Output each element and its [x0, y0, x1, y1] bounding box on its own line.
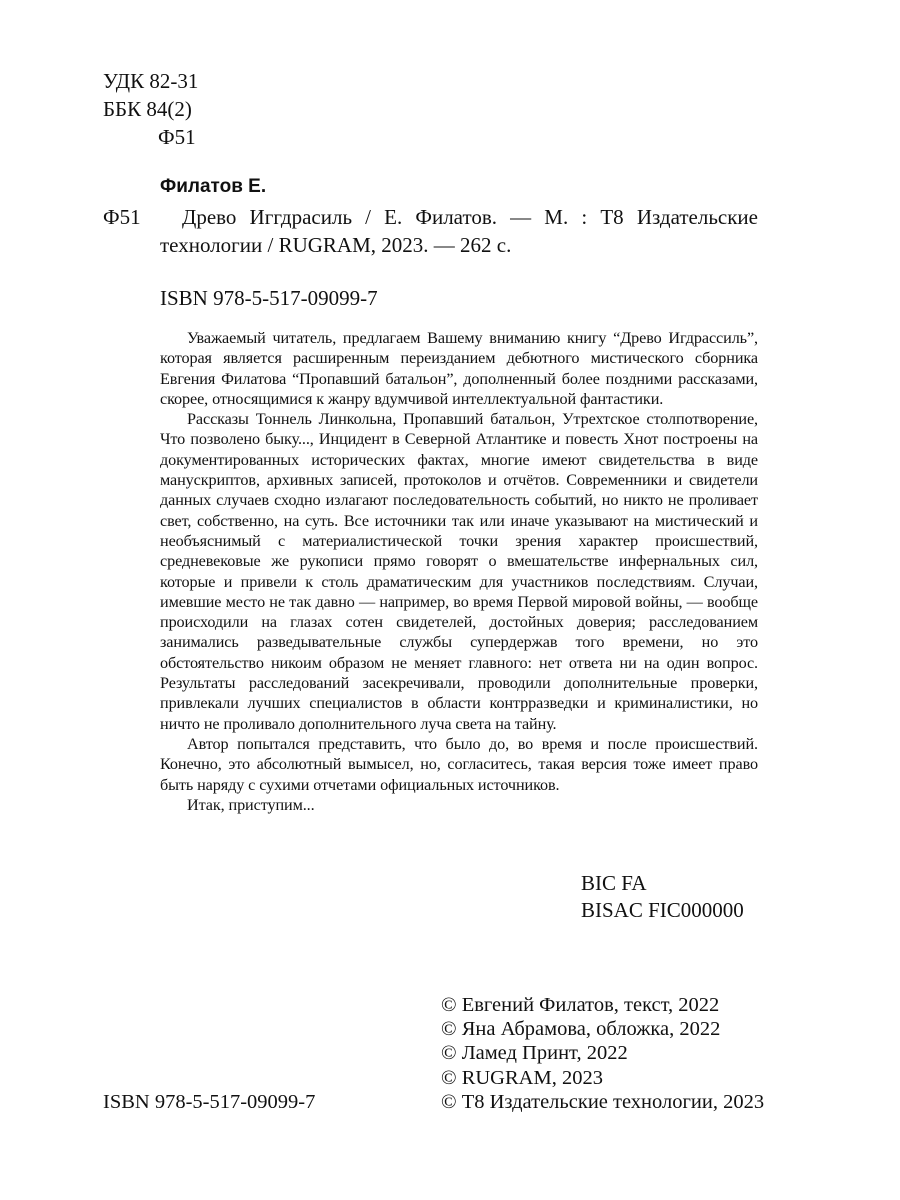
bibliographic-line-2: технологии / RUGRAM, 2023. — 262 с. — [160, 233, 512, 257]
bisac-code: BISAC FIC000000 — [581, 898, 744, 922]
isbn-bottom: ISBN 978-5-517-09099-7 — [103, 1091, 316, 1113]
annotation-paragraph: Автор попытался представить, что было до, во время и после происшествий. Конечно, это абсолютный вымысел, но, согласитесь, такая версия тоже имеет право быть наряду с сухими отчетами официальных источников. — [160, 734, 758, 794]
copyright-line: © Евгений Филатов, текст, 2022 — [441, 994, 720, 1016]
author-mark-entry: Ф51 — [103, 205, 141, 229]
udk-code: УДК 82-31 — [103, 69, 199, 93]
bbk-code: ББК 84(2) — [103, 97, 192, 121]
author-name: Филатов Е. — [160, 176, 267, 197]
annotation-paragraph: Рассказы Тоннель Линкольна, Пропавший батальон, Утрехтское столпотворение, Что позволено быку..., Инцидент в Северной Атлантике и повесть Хнот построены на документированных исторических фактах, многие имеют свидетельства в виде манускриптов, архивных записей, протоколов и отчётов. Современники и свидетели данных случаев сходно излагают последовательность событий, но никто не проливает свет, собственно, на суть. Все источники так или иначе указывают на мистический и необъяснимый с материалистической точки зрения характер происшествий, средневековые же рукописи прямо говорят о вмешательстве инфернальных сил, которые и привели к столь драматическим для участников последствиям. Случаи, имевшие место не так давно — например, во время Первой мировой войны, — вообще происходили на глазах сотен свидетелей, достойных доверия; расследованием занимались разведывательные службы супердержав того времени, но это обстоятельство никоим образом не меняет главного: нет ответа ни на один вопрос. Результаты расследований засекречивали, проводили дополнительные проверки, привлекали лучших специалистов в области контрразведки и криминалистики, но ничто не проливало дополнительного луча света на тайну. — [160, 410, 758, 733]
copyright-line: © Яна Абрамова, обложка, 2022 — [441, 1018, 721, 1041]
bibliographic-line-1: Древо Иггдрасиль / Е. Филатов. — М. : Т8 Издательские — [182, 205, 758, 229]
author-mark-top: Ф51 — [158, 125, 196, 149]
isbn-top: ISBN 978-5-517-09099-7 — [160, 286, 378, 310]
annotation-paragraph: Уважаемый читатель, предлагаем Вашему вниманию книгу “Древо Игдрассиль”, которая является расширенным переизданием дебютного мистического сборника Евгения Филатова “Пропавший батальон”, дополненный более поздними рассказами, скорее, относящимися к жанру вдумчивой интеллектуальной фантастики. — [160, 329, 758, 408]
copyright-line: © RUGRAM, 2023 — [441, 1066, 603, 1089]
annotation-paragraph: Итак, приступим... — [187, 795, 315, 814]
annotation — [160, 328, 758, 815]
copyright-block — [441, 993, 764, 1114]
copyright-line: © Ламед Принт, 2022 — [441, 1042, 628, 1065]
copyright-line: © Т8 Издательские технологии, 2023 — [441, 1090, 765, 1113]
bic-code: BIC FA — [581, 871, 647, 895]
